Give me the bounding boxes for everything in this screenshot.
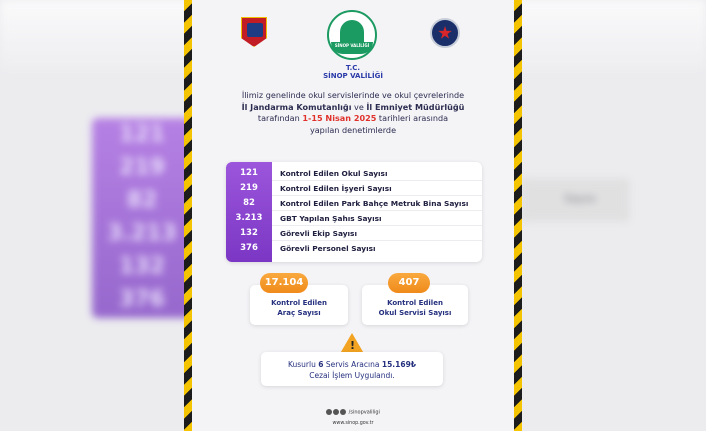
emniyet-name: İl Emniyet Müdürlüğü (366, 101, 465, 112)
bg-number: 121 (119, 122, 165, 147)
table-row (226, 166, 482, 181)
jandarma-emblem-inner (247, 23, 263, 37)
emniyet-emblem-icon (430, 18, 460, 48)
sinop-valiligi-logo-icon (327, 10, 377, 60)
governorship-title: SİNOP VALİLİĞİ (323, 72, 383, 80)
row-label: GBT Yapılan Şahıs Sayısı (280, 214, 382, 223)
school-bus-count: 407 (388, 273, 430, 293)
penalty-part: Kusurlu (287, 360, 319, 369)
school-bus-label (362, 298, 468, 318)
bg-right-text: Sayısı (564, 192, 597, 205)
stats-table (226, 162, 482, 262)
intro-line (214, 113, 492, 125)
vehicle-count: 17.104 (260, 273, 308, 293)
intro-line: yapılan denetimlerde (309, 124, 397, 135)
row-value: 121 (240, 168, 258, 178)
table-row (226, 211, 482, 226)
vehicle-label-line: Araç Sayısı (277, 309, 321, 317)
facebook-icon (326, 409, 332, 415)
intro-line (214, 102, 492, 114)
intro-line: İlimiz genelinde okul servislerinde ve okul çevrelerinde (241, 90, 465, 100)
instagram-icon (333, 409, 339, 415)
sinop-logo-text: SİNOP VALİLİĞİ (334, 43, 370, 48)
bg-number-panel (92, 118, 192, 318)
row-label: Kontrol Edilen İşyeri Sayısı (280, 184, 392, 193)
school-bus-stat-card (362, 277, 468, 325)
warning-exclamation: ! (350, 339, 356, 352)
table-row (226, 241, 482, 256)
table-row (226, 181, 482, 196)
penalty-line: Cezai İşlem Uygulandı. (309, 371, 395, 380)
social-handle (184, 409, 522, 416)
bg-number: 132 (119, 254, 165, 279)
vehicle-stat-card (250, 277, 348, 325)
row-value: 376 (240, 243, 258, 253)
bg-number: 219 (119, 155, 165, 180)
date-range: 1-15 Nisan 2025 (302, 113, 377, 123)
social-handle-text: /sinopvaliligi (348, 409, 380, 416)
intro-text (214, 90, 492, 136)
penalty-line (261, 359, 443, 370)
row-label: Kontrol Edilen Okul Sayısı (280, 169, 388, 178)
faulty-vehicle-count: 6 (318, 360, 324, 369)
bg-right-box (520, 178, 630, 222)
row-label: Görevli Ekip Sayısı (280, 229, 357, 238)
row-value: 219 (240, 183, 258, 193)
penalty-amount: 15.169₺ (381, 360, 417, 369)
school-bus-label-line: Kontrol Edilen (387, 299, 443, 307)
penalty-part: Servis Aracına (323, 360, 382, 369)
row-value: 132 (240, 228, 258, 238)
vehicle-label-line: Kontrol Edilen (271, 299, 327, 307)
website-link[interactable]: www.sinop.gov.tr (332, 421, 374, 426)
bg-number: 82 (126, 188, 158, 213)
jandarma-name: İl Jandarma Komutanlığı (241, 101, 352, 112)
table-row (226, 226, 482, 241)
school-bus-label-line: Okul Servisi Sayısı (378, 309, 452, 317)
penalty-box (261, 352, 443, 386)
vehicle-label (250, 298, 348, 318)
tc-label: T.C. (345, 64, 361, 72)
row-value: 82 (243, 198, 255, 208)
intro-conj: ve (351, 101, 367, 112)
row-value: 3.213 (235, 213, 263, 223)
infographic-card (184, 0, 522, 431)
x-icon (340, 409, 346, 415)
jandarma-emblem-icon (241, 17, 267, 47)
table-row (226, 196, 482, 211)
row-label: Görevli Personel Sayısı (280, 244, 376, 253)
intro-part: tarafından (257, 113, 303, 123)
row-label: Kontrol Edilen Park Bahçe Metruk Bina Sayısı (280, 199, 469, 208)
emniyet-star (438, 26, 452, 40)
intro-part: tarihleri arasında (376, 113, 449, 123)
bg-number: 376 (119, 287, 165, 312)
penalty-text (261, 359, 443, 381)
bg-number: 3.213 (107, 221, 177, 246)
